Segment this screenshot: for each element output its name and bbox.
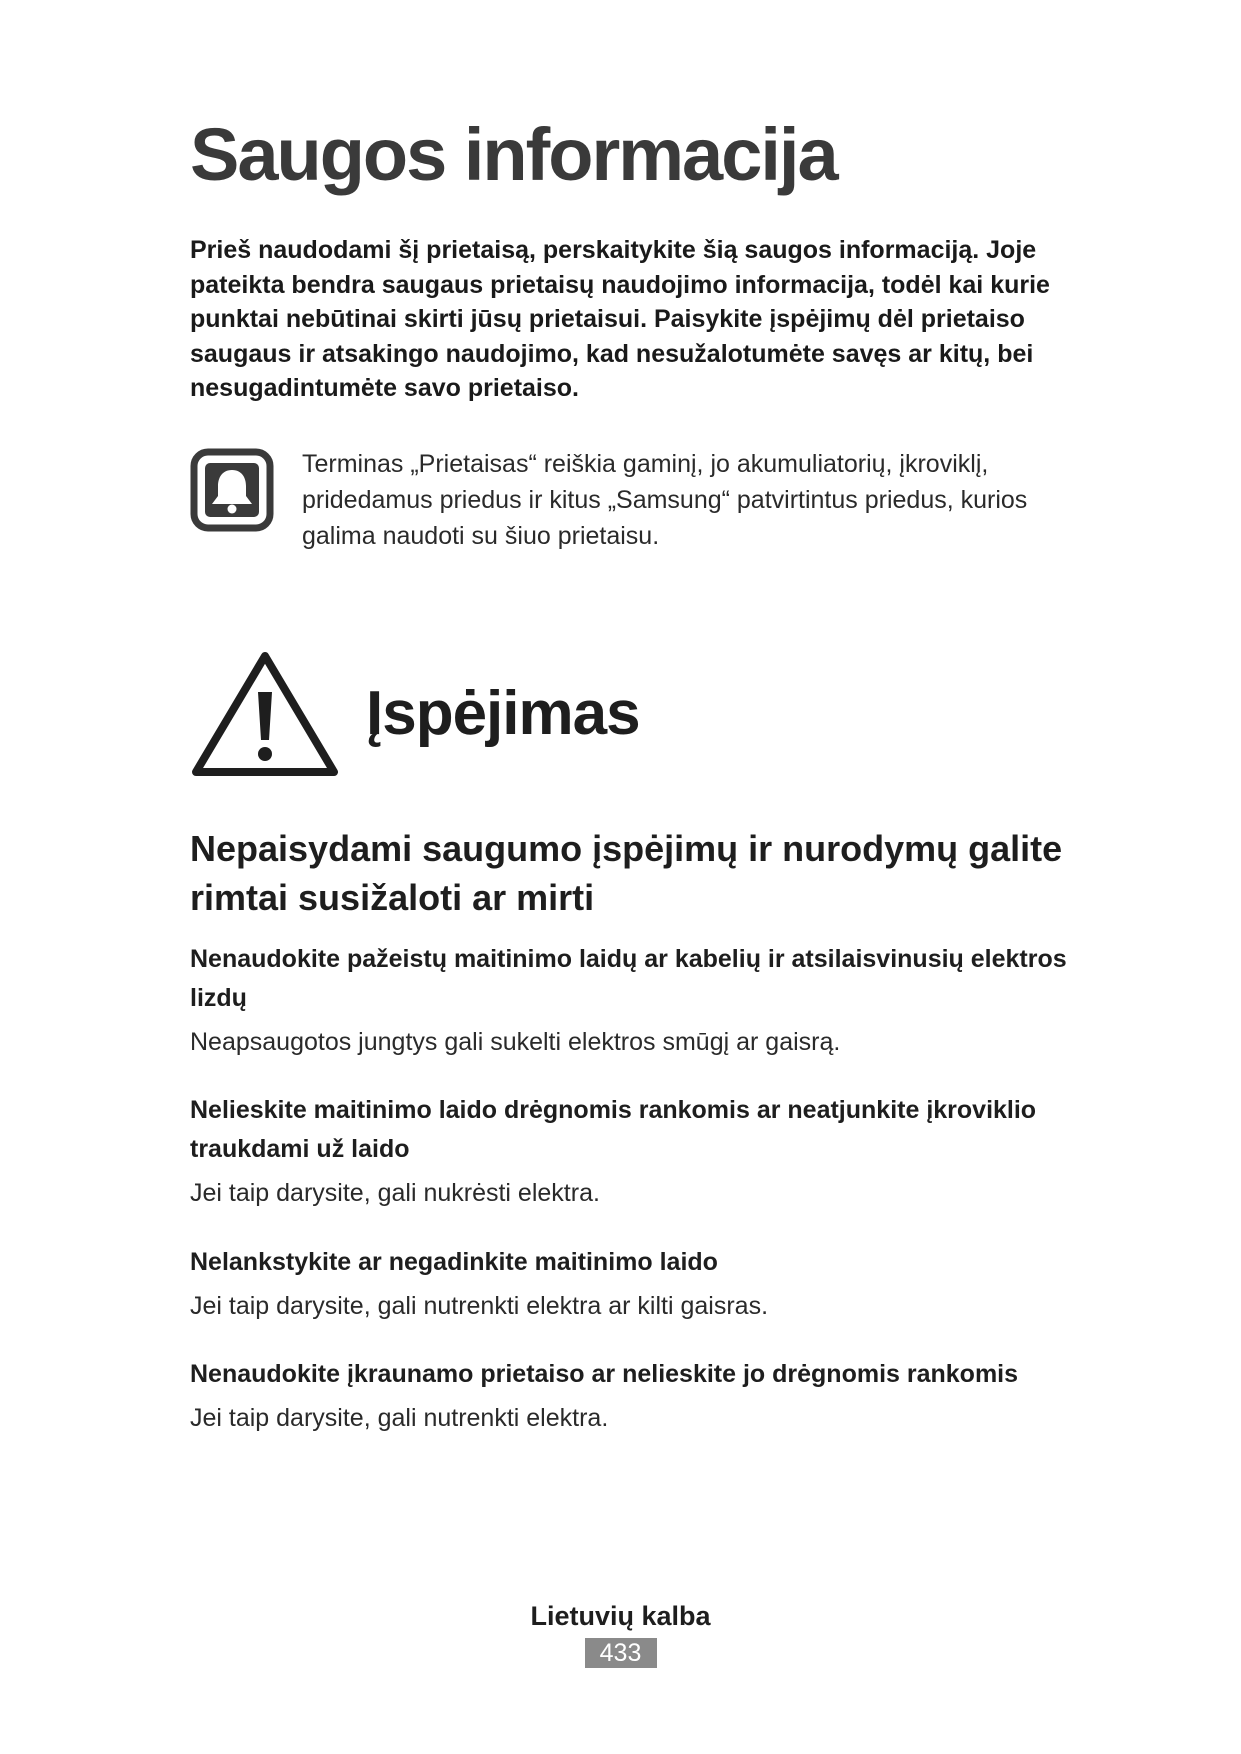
note-text: Terminas „Prietaisas“ reiškia gaminį, jo akumuliatorių, įkroviklį, pridedamus priedus ir kitus „Samsung“ patvirtintus priedus, kurios galima naudoti su šiuo prietaisu. [302, 450, 1028, 550]
warning-title: Įspėjimas [366, 679, 640, 748]
page-title: Saugos informacija [190, 113, 837, 196]
item-heading: Nelieskite maitinimo laido drėgnomis rankomis ar neatjunkite įkroviklio traukdami už laido [190, 1096, 1037, 1163]
item-body: Jei taip darysite, gali nukrėsti elektra. [190, 1179, 600, 1207]
safety-item [190, 1091, 1070, 1211]
notification-bell-icon [190, 448, 274, 532]
intro-paragraph: Prieš naudodami šį prietaisą, perskaitykite šią saugos informaciją. Joje pateikta bendra saugaus prietaisų naudojimo informacija, todėl kai kurie punktai nebūtinai skirti jūsų prietaisui. Paisykite įspėjimų dėl prietaiso saugaus ir atsakingo naudojimo, kad nesužalotumėte savęs ar kitų, bei nesugadintumėte savo prietaiso. [190, 236, 1050, 402]
item-body: Neapsaugotos jungtys gali sukelti elektros smūgį ar gaisrą. [190, 1028, 841, 1056]
item-heading: Nelankstykite ar negadinkite maitinimo laido [190, 1248, 718, 1276]
page-number: 433 [585, 1638, 657, 1668]
section-heading: Nepaisydami saugumo įspėjimų ir nurodymų galite rimtai susižaloti ar mirti [190, 828, 1063, 918]
safety-item [190, 940, 1070, 1060]
footer-language: Lietuvių kalba [530, 1601, 711, 1631]
safety-item [190, 1243, 1070, 1324]
item-body: Jei taip darysite, gali nutrenkti elektra. [190, 1404, 609, 1432]
warning-triangle-icon [190, 648, 340, 780]
item-heading: Nenaudokite įkraunamo prietaiso ar nelieskite jo drėgnomis rankomis [190, 1360, 1019, 1388]
page-footer [0, 1598, 1241, 1668]
item-body: Jei taip darysite, gali nutrenkti elektra ar kilti gaisras. [190, 1292, 769, 1320]
safety-item [190, 1355, 1070, 1436]
item-heading: Nenaudokite pažeistų maitinimo laidų ar kabelių ir atsilaisvinusių elektros lizdų [190, 945, 1067, 1012]
